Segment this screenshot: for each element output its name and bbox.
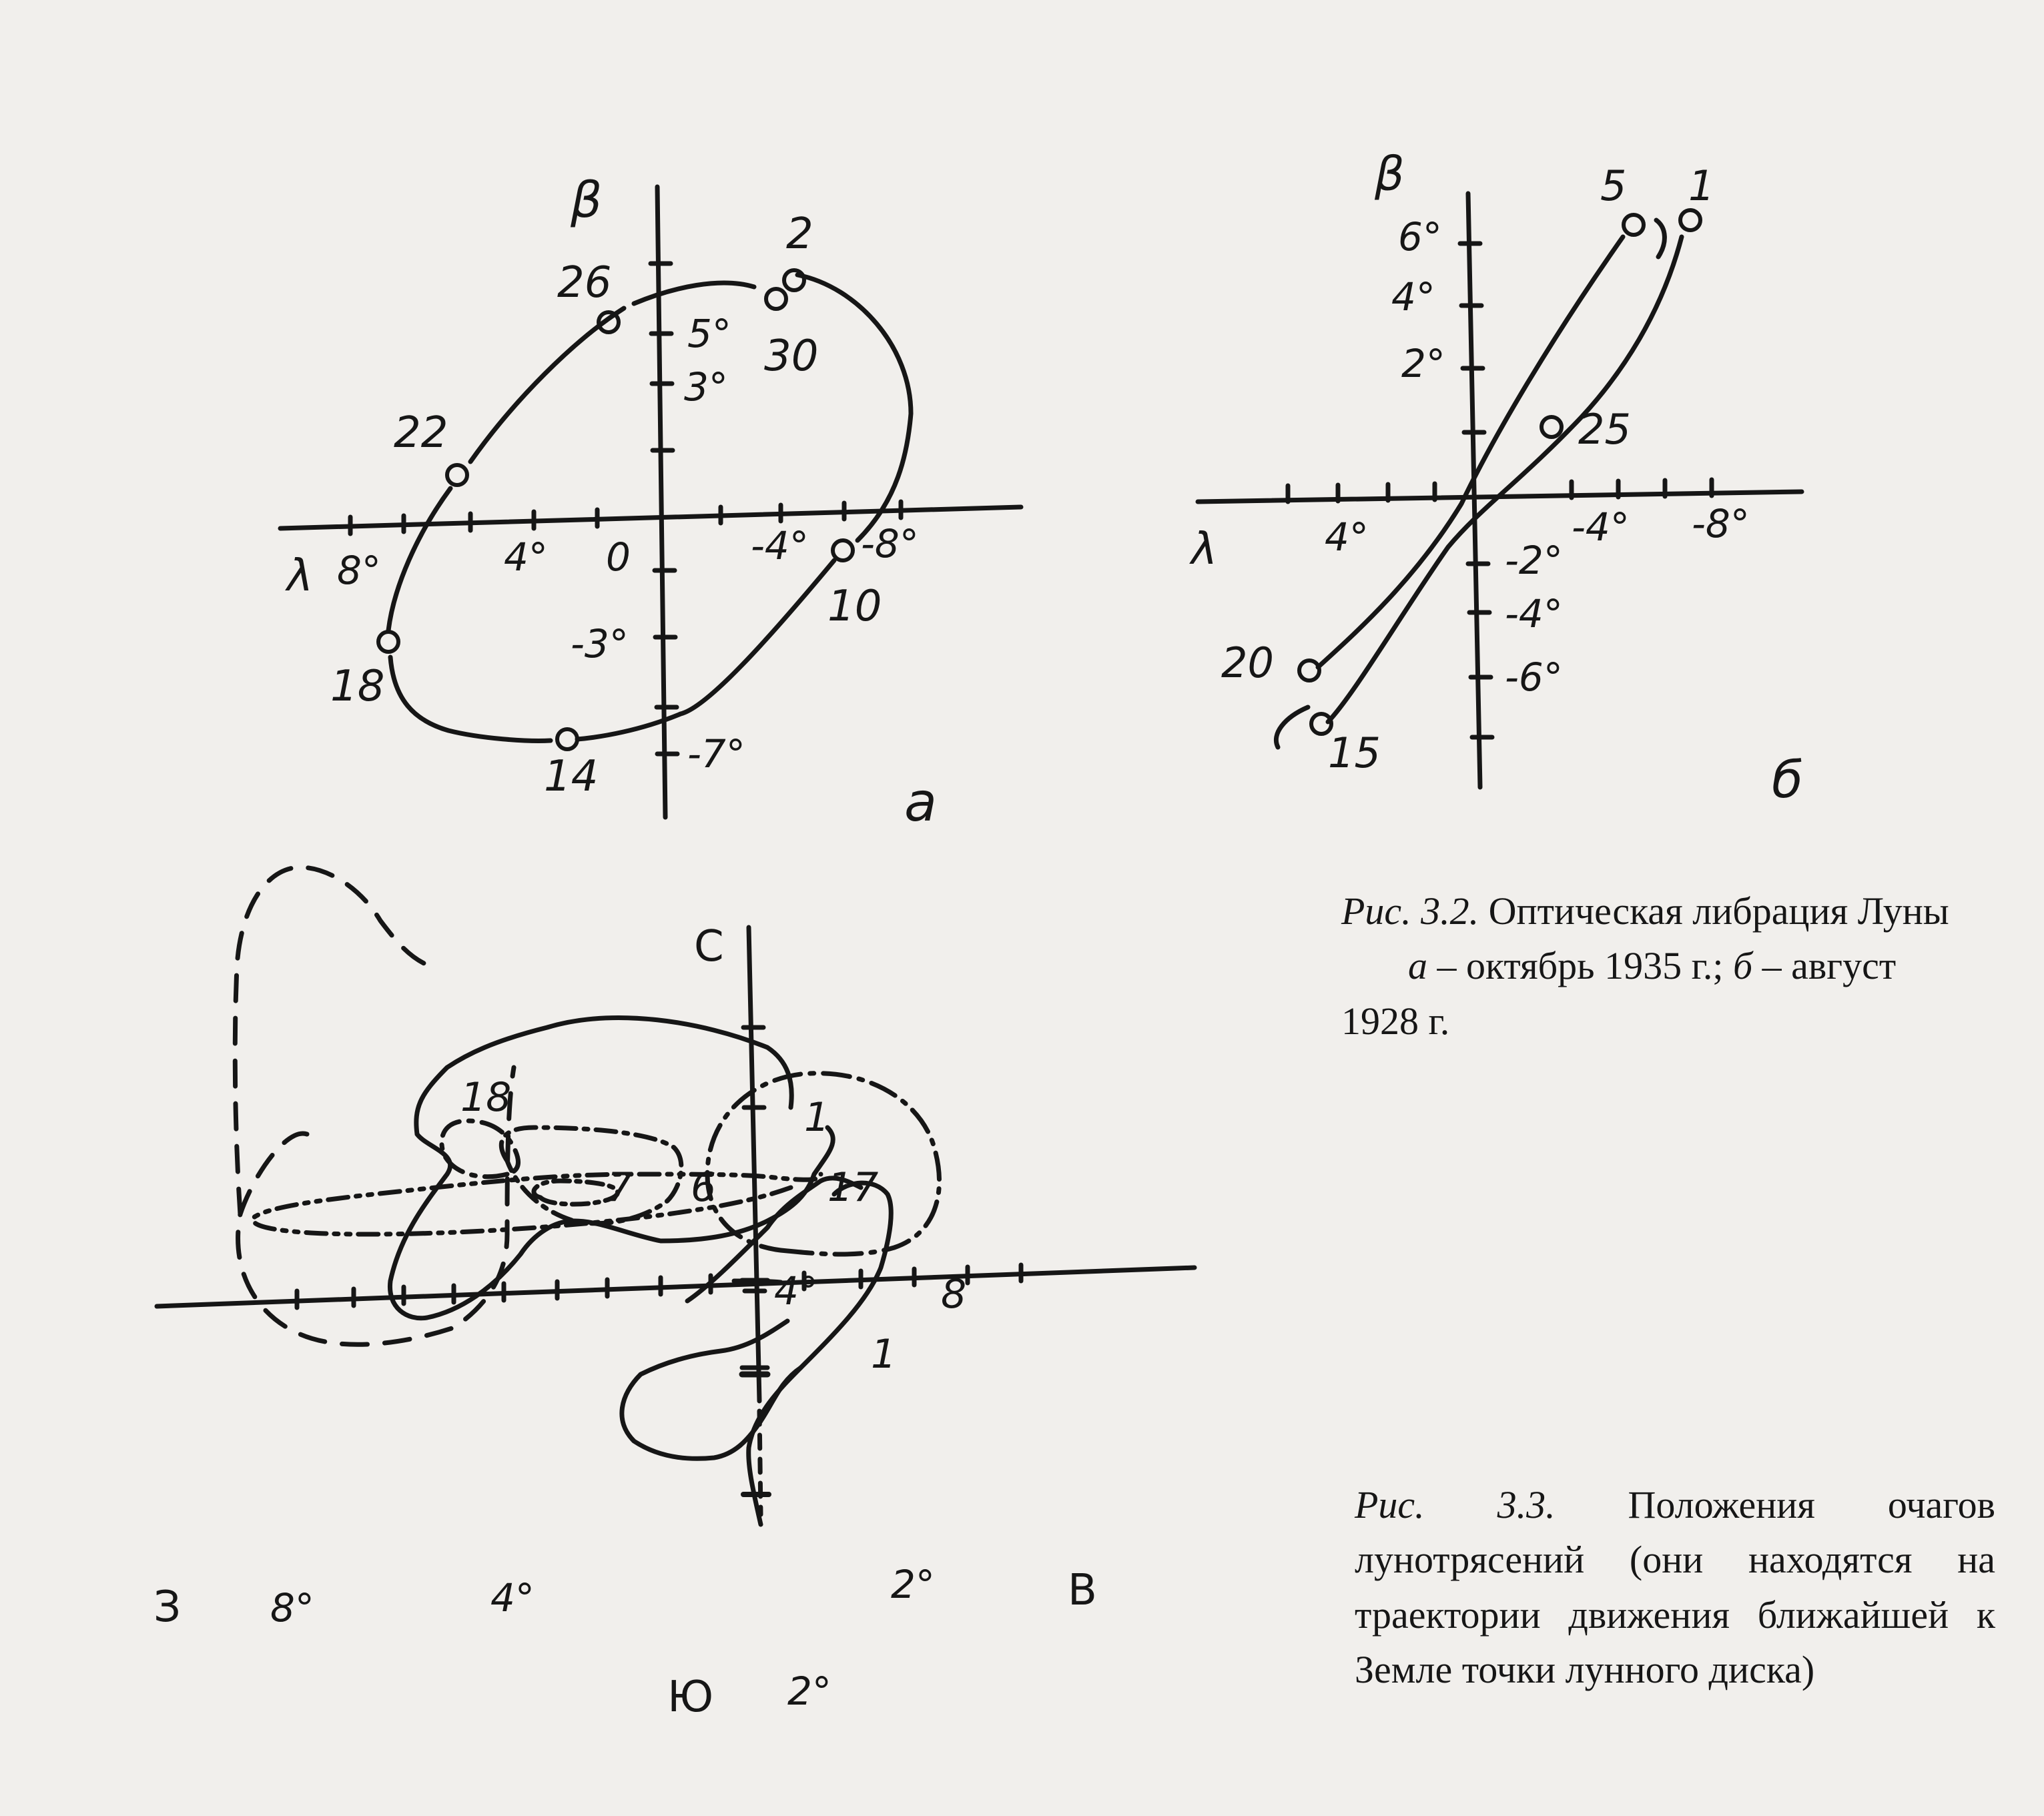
fig-33-y-axis <box>749 927 759 1401</box>
fig-a-tick-y: 5° <box>687 311 731 356</box>
fig-b-point-label: 15 <box>1328 729 1381 777</box>
fig-a-tick-x: -4° <box>751 523 809 568</box>
fig-33-label: 7 <box>607 1164 633 1211</box>
fig-a-beta: β <box>571 171 603 229</box>
fig-a-plot <box>280 187 1021 817</box>
fig-33-label: 1 <box>804 1094 830 1141</box>
fig-33-tick: 2° <box>891 1562 935 1607</box>
fig-b-beta: β <box>1375 147 1405 201</box>
fig-a-orbit <box>388 275 911 741</box>
fig-33-south: Ю <box>667 1673 714 1722</box>
fig-33-x-axis <box>157 1268 1195 1306</box>
caption-fig-3-3 <box>1355 1478 1995 1697</box>
fig-33-solid-bottom-blob <box>622 1321 801 1458</box>
fig-33-west: З <box>153 1582 182 1632</box>
caption-fig-3-2 <box>1341 884 1982 1049</box>
fig-33-label: 17 <box>827 1164 879 1211</box>
fig-33-label: 8 <box>941 1271 967 1318</box>
fig-b-point-label: 5 <box>1600 161 1627 210</box>
fig-33-tick: 2° <box>787 1669 831 1714</box>
fig-b-points <box>1299 210 1700 734</box>
fig-b-tick-y: -4° <box>1505 591 1563 636</box>
fig-33-labels <box>153 922 1097 1722</box>
fig-a-tick-x: 4° <box>504 534 548 580</box>
fig-a-lambda: λ <box>287 550 314 601</box>
fig-a-tick-y: -3° <box>571 621 629 666</box>
caption-32-b-text: – август 1928 г. <box>1341 944 1897 1043</box>
fig-a-point-label: 2 <box>786 209 813 259</box>
fig-a-tick-x: 0 <box>606 534 631 580</box>
fig-b-tick-y: 4° <box>1391 274 1435 320</box>
fig-b-point-label: 1 <box>1688 161 1715 210</box>
fig-33-tick: 4° <box>774 1268 818 1314</box>
fig-33-east: В <box>1068 1566 1097 1615</box>
fig-b-panel: б <box>1772 750 1803 809</box>
caption-32-b-label: б <box>1733 944 1753 988</box>
fig-b-tick-x: -4° <box>1572 504 1630 550</box>
fig-b-lambda: λ <box>1191 523 1218 574</box>
fig-33-plot <box>157 867 1195 1524</box>
caption-32-title: Оптическая либрация Луны <box>1488 889 1949 933</box>
fig-a-tick-x: -8° <box>861 521 919 566</box>
fig-33-north: С <box>694 922 724 971</box>
fig-33-label: 18 <box>460 1074 512 1121</box>
fig-a-tick-x: 8° <box>337 548 381 593</box>
fig-a-tick-y: 3° <box>684 364 728 410</box>
fig-b-tick-x: -8° <box>1692 501 1750 546</box>
caption-32-label: Рис. 3.2. <box>1341 889 1479 933</box>
fig-b-point-label: 20 <box>1221 638 1274 687</box>
fig-b-plot <box>1198 193 1802 787</box>
fig-33-dashdot-loop-7 <box>534 1181 618 1204</box>
fig-a-point-label: 26 <box>557 258 612 308</box>
caption-33-label: Рис. 3.3. <box>1355 1483 1556 1526</box>
fig-b-hook <box>1656 220 1664 257</box>
fig-b-tick-y: -6° <box>1505 654 1563 700</box>
fig-a-point-label: 14 <box>544 752 599 801</box>
fig-b-tick-x: 4° <box>1325 514 1369 560</box>
fig-b-tick-y: -2° <box>1505 538 1563 583</box>
fig-b-tick-y: 6° <box>1398 214 1442 260</box>
fig-b-point-label: 25 <box>1578 405 1631 454</box>
fig-33-label: 1 <box>871 1331 897 1378</box>
fig-33-x-ticks <box>297 1265 1021 1308</box>
caption-33-text: Положения очагов лунотрясений (они находятся на траектории движения ближайшей к Земле точки лунного диска) <box>1355 1483 1996 1692</box>
fig-33-dashdot-loop-17 <box>253 1174 821 1234</box>
fig-b-tick-y: 2° <box>1401 341 1445 386</box>
fig-a-point-label: 10 <box>827 582 882 631</box>
fig-33-tick: 8° <box>270 1585 314 1631</box>
fig-a-point-label: 18 <box>330 662 385 711</box>
fig-a-point-label: 22 <box>394 408 448 458</box>
fig-a-panel: а <box>904 771 938 833</box>
caption-32-a-label: а <box>1408 944 1427 988</box>
fig-a-tick-y: -7° <box>687 731 745 777</box>
caption-32-a-text: – октябрь 1935 г.; <box>1437 944 1724 988</box>
fig-33-label: 6 <box>691 1164 717 1211</box>
fig-33-tick: 4° <box>490 1575 535 1621</box>
fig-a-point-label: 30 <box>764 332 819 381</box>
